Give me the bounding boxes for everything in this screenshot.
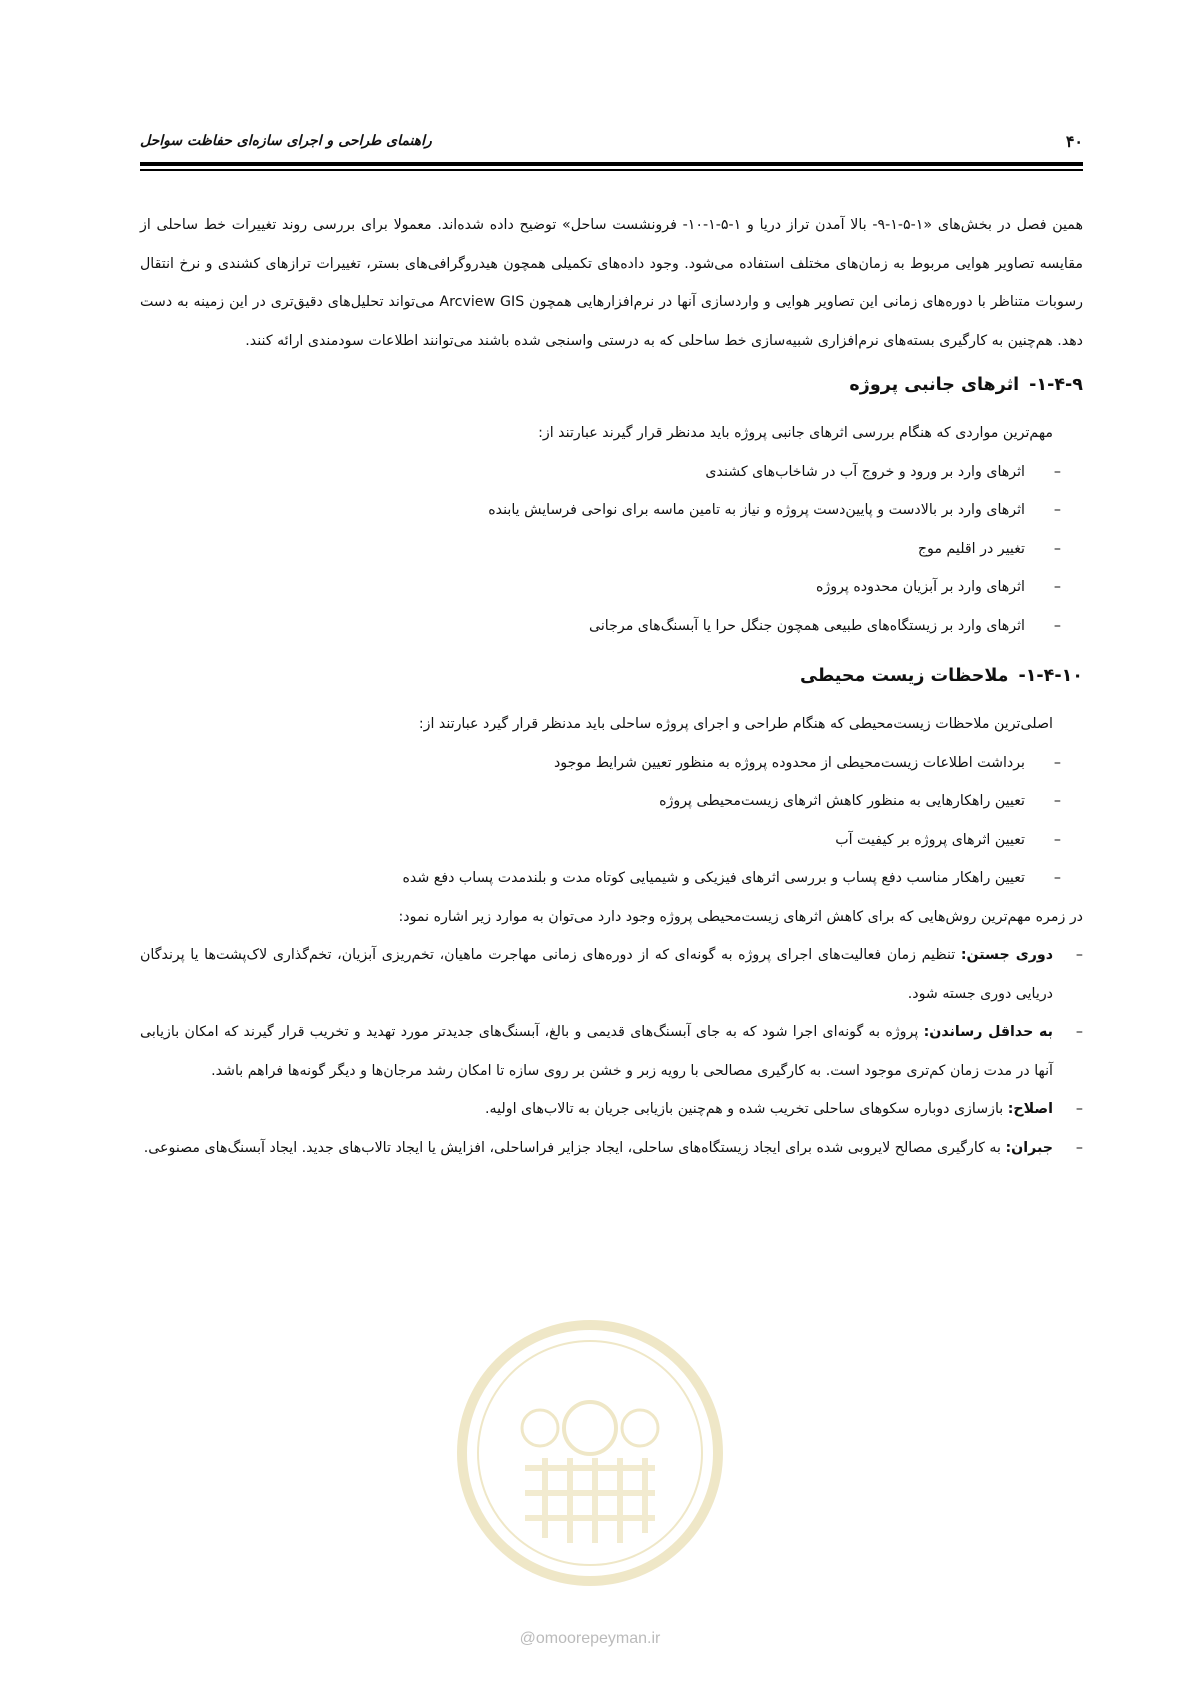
header-rule-thin (140, 169, 1083, 171)
intro-paragraph: همین فصل در بخش‌های «۱-۵-۱-۹- بالا آمدن تراز دریا و ۱-۵-۱-۱۰- فرونشست ساحل» توضیح داده شده‌اند. معمولا برای بررسی روند تغییرات خط ساحلی از مقایسه تصاویر هوایی مربوط به زمان‌های مختلف استفاده می‌شود. وجود داده‌های تکمیلی همچون هیدروگرافی‌های بستر، تغییرات ترازهای کشندی و نرخ انتقال رسوبات متناظر با دوره‌های زمانی این تصاویر هوایی و واردسازی آنها در نرم‌افزارهایی همچون Arcview GIS می‌تواند تحلیل‌های دقیق‌تری در این زمینه به دست دهد. هم‌چنین به کارگیری بسته‌های نرم‌افزاری شبیه‌سازی خط ساحلی که به درستی واسنجی شده باشند می‌توانند اطلاعات سودمندی ارائه کنند. (140, 217, 1084, 349)
section-intro: مهم‌ترین مواردی که هنگام بررسی اثرهای جانبی پروژه باید مدنظر قرار گیرند عبارتند از: (538, 425, 1053, 441)
running-header (140, 130, 1083, 152)
watermark-logo (455, 1318, 725, 1588)
list-item (140, 936, 1083, 1013)
method-term: اصلاح: (1007, 1101, 1053, 1117)
list-item (140, 1013, 1083, 1090)
method-text: تنظیم زمان فعالیت‌های اجرای پروژه به گونه‌ای که از دوره‌های زمانی مهاجرت ماهیان، تخم‌ریزی آبزیان، تخم‌گذاری لاک‌پشت‌ها یا پرندگان دریایی دوری جسته شود. (140, 947, 1053, 1002)
section-number: ۱-۴-۹- (1029, 375, 1083, 395)
list-item: – اثرهای وارد بر آبزیان محدوده پروژه (140, 568, 1083, 607)
method-term: دوری جستن: (960, 947, 1054, 963)
section-heading-side-effects (140, 370, 1083, 400)
list-item: – اثرهای وارد بر ورود و خروج آب در شاخاب‌های کشندی (140, 453, 1083, 492)
header-rule-thick (140, 162, 1083, 166)
page-body (140, 206, 1083, 1167)
method-term: به حداقل رساندن: (923, 1024, 1053, 1040)
side-effects-list (140, 453, 1083, 646)
method-text: بازسازی دوباره سکوهای ساحلی تخریب شده و هم‌چنین بازیابی جریان به تالاب‌های اولیه. (485, 1101, 1008, 1117)
running-title: راهنمای طراحی و اجرای سازه‌ای حفاظت سواحل (140, 133, 432, 149)
list-item (140, 1129, 1083, 1168)
list-item: – اثرهای وارد بر بالادست و پایین‌دست پروژه و نیاز به تامین ماسه برای نواحی فرسایش یابنده (140, 491, 1083, 530)
environment-list (140, 744, 1083, 898)
methods-list (140, 936, 1083, 1167)
list-item: – اثرهای وارد بر زیستگاه‌های طبیعی همچون جنگل حرا یا آبسنگ‌های مرجانی (140, 607, 1083, 646)
watermark-url: @omoorepeyman.ir (519, 1630, 661, 1647)
method-text: پروژه به گونه‌ای اجرا شود که به جای آبسنگ‌های قدیمی و بالغ، آبسنگ‌های جدیدتر مورد تهدید و تخریب قرار گیرند که امکان بازیابی آنها در مدت زمان کم‌تری موجود است. به کارگیری مصالحی با رویه زبر و خشن بر روی سازه تا امکان رشد مرجان‌ها و دیگر گونه‌ها فراهم باشد. (140, 1024, 1053, 1079)
method-text: به کارگیری مصالح لایروبی شده برای ایجاد زیستگاه‌های ساحلی، ایجاد جزایر فراساحلی، افزایش یا ایجاد تالاب‌های جدید. ایجاد آبسنگ‌های مصنوعی. (143, 1139, 1006, 1156)
section-title: ملاحظات زیست محیطی (800, 666, 1009, 686)
method-term: جبران: (1005, 1139, 1053, 1156)
page-number: ۴۰ (1065, 131, 1083, 151)
section-number: ۱-۴-۱۰- (1018, 666, 1083, 686)
section-heading-environment (140, 661, 1083, 691)
list-item: – برداشت اطلاعات زیست‌محیطی از محدوده پروژه به منظور تعیین شرایط موجود (140, 744, 1083, 783)
list-item: – تعیین راهکار مناسب دفع پساب و بررسی اثرهای فیزیکی و شیمیایی کوتاه مدت و بلندمدت پساب دفع شده (140, 859, 1083, 898)
list-item: – تعیین اثرهای پروژه بر کیفیت آب (140, 821, 1083, 860)
list-item: – تعیین راهکارهایی به منظور کاهش اثرهای زیست‌محیطی پروژه (140, 782, 1083, 821)
list-item: – تغییر در اقلیم موج (140, 530, 1083, 569)
methods-intro: در زمره مهم‌ترین روش‌هایی که برای کاهش اثرهای زیست‌محیطی پروژه وجود دارد می‌توان به موارد زیر اشاره نمود: (398, 908, 1083, 925)
section-intro: اصلی‌ترین ملاحظات زیست‌محیطی که هنگام طراحی و اجرای پروژه ساحلی باید مدنظر قرار گیرد عبارتند از: (418, 716, 1053, 732)
section-title: اثرهای جانبی پروژه (849, 375, 1020, 395)
list-item (140, 1090, 1083, 1129)
